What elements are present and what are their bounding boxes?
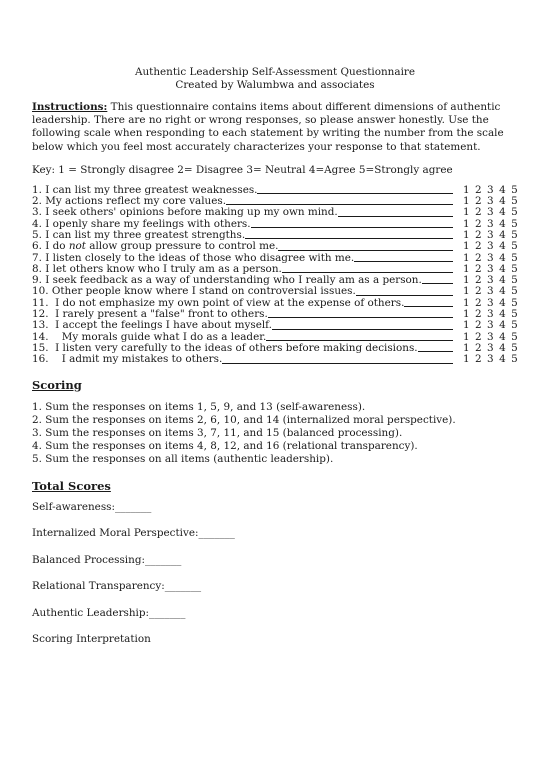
item-number: 7. — [32, 251, 42, 264]
item-text-start: I rarely present a "false" front to others. — [48, 308, 268, 321]
response-scale: 1 2 3 4 5 — [463, 330, 518, 343]
item-text-emphasis: not — [68, 240, 86, 253]
instructions-label: Instructions: — [32, 101, 108, 113]
response-scale: 1 2 3 4 5 — [463, 240, 518, 253]
scoring-heading: Scoring — [32, 377, 82, 392]
response-blank[interactable] — [268, 317, 453, 318]
response-scale: 1 2 3 4 5 — [463, 353, 518, 366]
item-text-start: I admit my mistakes to others. — [48, 353, 223, 366]
total-score-field[interactable]: Relational Transparency:_______ — [32, 580, 202, 593]
response-blank[interactable] — [222, 363, 453, 364]
response-blank[interactable] — [226, 204, 453, 205]
item-text-start: I listen very carefully to the ideas of others before making decisions. — [48, 341, 418, 354]
response-scale: 1 2 3 4 5 — [463, 183, 518, 196]
response-blank[interactable] — [251, 227, 453, 228]
item-text-start: I seek others' opinions before making up my own mind. — [41, 206, 338, 219]
response-blank[interactable] — [278, 250, 453, 251]
response-blank[interactable] — [257, 193, 453, 194]
response-blank[interactable] — [356, 295, 453, 296]
item-number: 4. — [32, 217, 42, 230]
item-text-start: My actions reflect my core values. — [41, 195, 227, 208]
item-text-start: I let others know who I truly am as a person. — [41, 262, 282, 275]
item-number: 11. — [32, 296, 49, 309]
document-subtitle: Created by Walumbwa and associates — [175, 79, 375, 91]
total-score-field[interactable]: Internalized Moral Perspective:_______ — [32, 527, 235, 540]
item-text-end: allow group pressure to control me. — [85, 240, 279, 253]
total-scores-list — [32, 501, 518, 620]
response-scale: 1 2 3 4 5 — [463, 251, 518, 264]
response-blank[interactable] — [354, 261, 453, 262]
response-scale: 1 2 3 4 5 — [463, 262, 518, 275]
response-scale: 1 2 3 4 5 — [463, 229, 518, 241]
item-text-start: I openly share my feelings with others. — [41, 217, 251, 230]
response-scale: 1 2 3 4 5 — [463, 308, 518, 321]
response-scale: 1 2 3 4 5 — [463, 285, 518, 298]
item-text-start: I can list my three greatest weaknesses. — [41, 183, 258, 196]
item-statement — [49, 354, 223, 365]
item-number: 13. — [32, 319, 49, 332]
total-score-field[interactable]: Self-awareness:_______ — [32, 500, 152, 513]
response-blank[interactable] — [338, 216, 453, 217]
response-blank[interactable] — [404, 306, 453, 307]
item-number: 10. — [32, 285, 49, 298]
instructions-text: This questionnaire contains items about different dimensions of authentic leadership. There are no right or wrong responses, so please answer honestly. Use the following scale when responding to each statement by writing the number from the scale below which you feel most accurately characterizes your response to that statement. — [32, 101, 504, 153]
questionnaire-items — [32, 185, 518, 366]
scoring-interpretation-heading: Scoring Interpretation — [32, 633, 151, 646]
item-number: 5. — [32, 229, 42, 241]
item-number: 3. — [32, 206, 42, 219]
item-text-start: My morals guide what I do as a leader. — [48, 330, 267, 343]
response-blank[interactable] — [266, 340, 453, 341]
scoring-instructions — [32, 401, 518, 467]
scoring-step: 2. Sum the responses on items 2, 6, 10, and 14 (internalized moral perspective). — [32, 413, 456, 426]
item-number: 12. — [32, 308, 49, 321]
response-scale: 1 2 3 4 5 — [463, 217, 518, 230]
response-scale: 1 2 3 4 5 — [463, 319, 518, 332]
item-text-start: I do not emphasize my own point of view at the expense of others. — [48, 296, 405, 309]
response-blank[interactable] — [418, 351, 453, 352]
document-title: Authentic Leadership Self-Assessment Questionnaire — [134, 66, 416, 78]
item-number: 6. — [32, 240, 42, 253]
document-header — [32, 66, 518, 92]
response-scale: 1 2 3 4 5 — [463, 341, 518, 354]
item-number: 14. — [32, 330, 49, 343]
item-number: 15. — [32, 341, 49, 354]
response-blank[interactable] — [272, 329, 453, 330]
response-blank[interactable] — [422, 283, 453, 284]
scoring-step: 4. Sum the responses on items 4, 8, 12, and 16 (relational transparency). — [32, 440, 418, 453]
scoring-step: 1. Sum the responses on items 1, 5, 9, and 13 (self-awareness). — [32, 400, 366, 413]
item-text-start: Other people know where I stand on controversial issues. — [48, 285, 356, 298]
item-text-start: I seek feedback as a way of understanding who I really am as a person. — [41, 274, 422, 287]
response-scale: 1 2 3 4 5 — [463, 296, 518, 309]
item-number: 8. — [32, 262, 42, 275]
item-number: 2. — [32, 195, 42, 208]
total-score-field[interactable]: Balanced Processing:_______ — [32, 553, 182, 566]
total-score-field[interactable]: Authentic Leadership:_______ — [32, 606, 186, 619]
item-number: 9. — [32, 274, 42, 287]
response-scale: 1 2 3 4 5 — [463, 274, 518, 287]
scoring-step: 3. Sum the responses on items 3, 7, 11, and 15 (balanced processing). — [32, 426, 403, 439]
total-scores-heading: Total Scores — [32, 478, 111, 493]
item-number: 1. — [32, 183, 42, 196]
item-text-start: I accept the feelings I have about myself. — [48, 319, 272, 332]
item-text-start: I listen closely to the ideas of those who disagree with me. — [41, 251, 355, 264]
scale-key: Key: 1 = Strongly disagree 2= Disagree 3= Neutral 4=Agree 5=Strongly agree — [32, 163, 453, 176]
item-number: 16. — [32, 353, 49, 366]
item-text-start: I can list my three greatest strengths. — [41, 229, 246, 241]
scoring-step: 5. Sum the responses on all items (authentic leadership). — [32, 453, 334, 466]
response-blank[interactable] — [245, 238, 453, 239]
response-blank[interactable] — [282, 272, 453, 273]
item-text-start: I do — [41, 240, 69, 253]
questionnaire-item — [32, 354, 518, 365]
response-scale: 1 2 3 4 5 — [463, 206, 518, 219]
response-scale: 1 2 3 4 5 — [463, 195, 518, 208]
instructions-paragraph — [32, 101, 518, 154]
